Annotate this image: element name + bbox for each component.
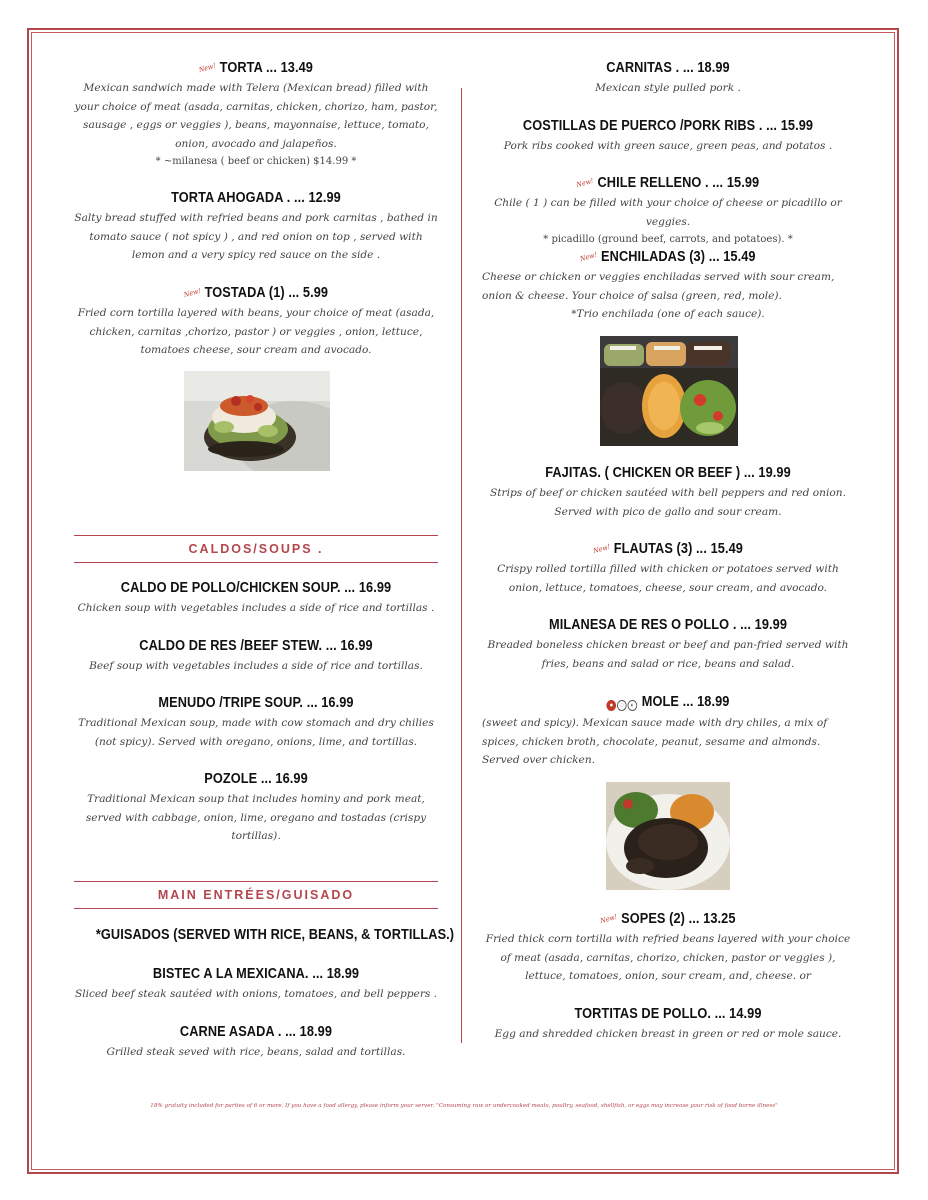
spicy-icon: ● [607,700,617,711]
item-description: Beef soup with vegetables includes a side of rice and tortillas. [89,660,423,672]
new-badge: New! [599,912,619,926]
footer-disclaimer: 18% gratuity included for parties of 6 or more. If you have a food allergy, please inform your server. "Consuming raw or undercooked meats, poultry, seafood, shellfish, or eggs may increase your risk of food borne illness" [150,1103,778,1109]
menu-item-caldo-de-pollo [74,580,438,618]
item-description: Chicken soup with vegetables includes a side of rice and tortillas . [77,602,435,614]
menu-item-fajitas [482,465,854,521]
section-heading-soups [74,535,438,563]
menu-item-menudo [74,695,438,751]
item-title: ENCHILADAS (3) ... 15.49 [601,249,756,265]
sesame-icon: ◐ [628,700,638,711]
menu-item-pozole [74,771,438,846]
item-description: Mexican style pulled pork . [595,82,741,94]
menu-item-bistec [74,966,438,1004]
menu-item-enchiladas [482,249,854,324]
item-title: MOLE ... 18.99 [641,694,730,710]
item-note: * picadillo (ground beef, carrots, and potatoes). * [543,234,793,245]
item-title: TORTA ... 13.49 [219,60,313,76]
item-description: Grilled steak seved with rice, beans, salad and tortillas. [106,1046,406,1058]
new-badge: New! [579,250,599,264]
menu-item-tortitas [482,1006,854,1044]
menu-item-mole [482,694,854,770]
item-description: Crispy rolled tortilla filled with chicken or potatoes served with onion, lettuce, tomatoes, cheese, sour cream, and avocado. [497,563,839,594]
menu-item-torta [74,60,438,172]
item-description: Salty bread stuffed with refried beans and pork carnitas , bathed in tomato sauce ( not spicy ) , and red onion on top , served with lemon and a very spicy red sauce on the side . [74,212,438,261]
item-note: * ~milanesa ( beef or chicken) $14.99 * [155,156,357,167]
new-badge: New! [592,542,611,556]
menu-item-tostada [74,285,438,360]
item-description: Egg and shredded chicken breast in green or red or mole sauce. [494,1028,842,1040]
item-title: FAJITAS. ( CHICKEN OR BEEF ) ... 19.99 [545,465,791,481]
item-description: Strips of beef or chicken sautéed with bell peppers and red onion. Served with pico de gallo and sour cream. [490,487,846,518]
menu-item-sopes [482,911,854,986]
item-title: CALDO DE RES /BEEF STEW. ... 16.99 [139,638,373,654]
section-heading-main-entrees [74,881,438,909]
item-description: Sliced beef steak sautéed with onions, tomatoes, and bell peppers . [74,988,438,1000]
item-title: SOPES (2) ... 13.25 [621,911,736,927]
guisados-heading: *GUISADOS (SERVED WITH RICE, BEANS, & TORTILLAS.) [95,927,455,943]
mole-photo [606,782,730,890]
item-description: (sweet and spicy). Mexican sauce made with dry chiles, a mix of spices, chicken broth, chocolate, peanut, sesame and almonds. Served over chicken. [482,717,828,766]
column-divider [461,88,462,1043]
section-title: CALDOS/SOUPS . [188,542,324,556]
tostada-photo [184,371,330,471]
menu-item-torta-ahogada [74,190,438,265]
item-title: CARNITAS . ... 18.99 [606,60,730,76]
item-description: Chile ( 1 ) can be filled with your choice of cheese or picadillo or veggies. [494,197,842,228]
item-description: Breaded boneless chicken breast or beef and pan-fried served with fries, beans and salad or rice, beans and salad. [487,639,849,670]
item-description: Fried corn tortilla layered with beans, your choice of meat (asada, chicken, carnitas ,chorizo, pastor ) or veggies , onion, lettuce, tomatoes cheese, sour cream and avocado. [77,307,435,356]
new-badge: New! [198,61,217,75]
menu-item-carnitas [482,60,854,98]
item-title: TOSTADA (1) ... 5.99 [204,285,329,301]
menu-item-flautas [482,541,854,597]
item-description: Traditional Mexican soup that includes hominy and pork meat, served with cabbage, onion, lime, oregano and tostadas (crispy tortillas). [85,793,427,842]
item-description: Mexican sandwich made with Telera (Mexican bread) filled with your choice of meat (asada, carnitas, chicken, chorizo, ham, pastor, sausage , eggs or veggies ), beans, mayonnaise, lettuce, tomato, onion, avocado and jalapeños. [74,82,438,150]
item-title: BISTEC A LA MEXICANA. ... 18.99 [152,966,360,982]
item-title: TORTA AHOGADA . ... 12.99 [171,190,341,206]
item-description: Cheese or chicken or veggies enchiladas served with sour cream, onion & cheese. Your choice of salsa (green, red, mole). [482,271,835,302]
item-title: FLAUTAS (3) ... 15.49 [613,541,743,557]
item-title: CALDO DE POLLO/CHICKEN SOUP. ... 16.99 [120,580,392,596]
item-description: Traditional Mexican soup, made with cow stomach and dry chilies (not spicy). Served with oregano, onions, lime, and tortillas. [78,717,434,748]
item-title: POZOLE ... 16.99 [204,771,308,787]
allergen-icons [607,695,639,711]
menu-item-caldo-de-res [74,638,438,676]
nut-icon: ◌ [617,700,627,711]
menu-item-costillas [482,118,854,156]
new-badge: New! [183,286,202,300]
item-title: CHILE RELLENO . ... 15.99 [597,175,760,191]
menu-item-carne-asada [74,1024,438,1062]
item-title: COSTILLAS DE PUERCO /PORK RIBS . ... 15.99 [522,118,814,134]
guisados-note [74,927,455,946]
item-title: TORTITAS DE POLLO. ... 14.99 [574,1006,762,1022]
item-title: MENUDO /TRIPE SOUP. ... 16.99 [158,695,354,711]
section-title: MAIN ENTRÉES/GUISADO [157,888,355,902]
item-title: MILANESA DE RES O POLLO . ... 19.99 [548,617,788,633]
item-description: Fried thick corn tortilla with refried beans layered with your choice of meat (asada, carnitas, chorizo, chicken, pastor or veggies ), lettuce, tomatoes, onion, sour cream, and, cheese. or [485,933,851,982]
item-title: CARNE ASADA . ... 18.99 [179,1024,333,1040]
enchiladas-photo [600,336,738,446]
menu-item-milanesa [482,617,854,673]
new-badge: New! [576,176,595,190]
menu-item-chile-relleno [482,175,854,250]
item-description: Pork ribs cooked with green sauce, green peas, and potatos . [503,140,833,152]
item-note: *Trio enchilada (one of each sauce). [571,308,765,320]
